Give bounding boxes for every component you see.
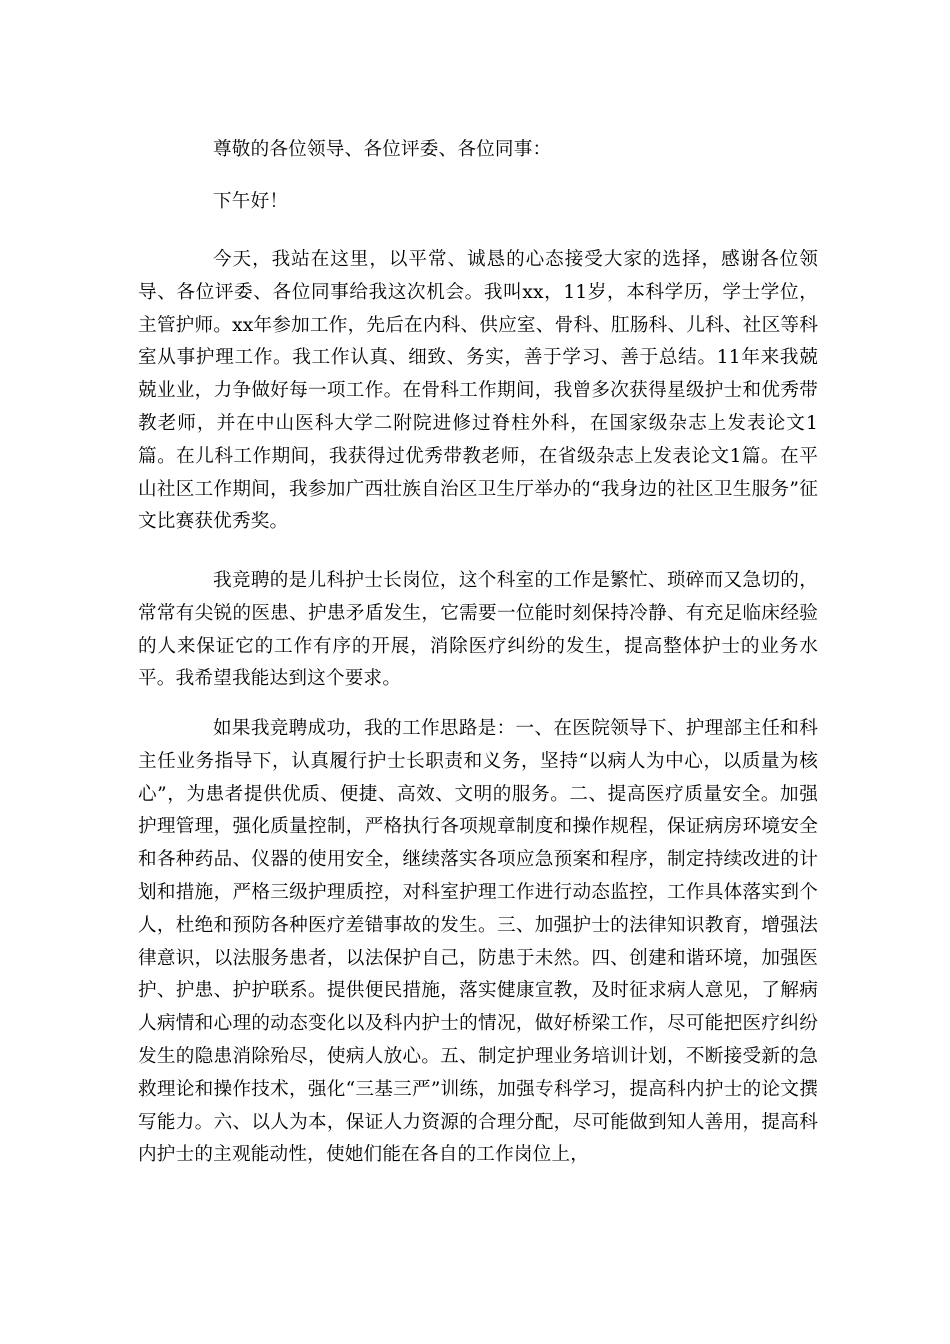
work-plan-paragraph: 如果我竞聘成功，我的工作思路是：一、在医院领导下、护理部主任和科主任业务指导下，认真履行护士长职责和义务，坚持“以病人为中心，以质量为核心”，为患者提供优质、便捷、高效、文明的服务。二、提高医疗质量安全。加强护理管理，强化质量控制，严格执行各项规章制度和操作规程，保证病房环境安全和各种药品、仪器的使用安全，继续落实各项应急预案和程序，制定持续改进的计划和措施，严格三级护理质控，对科室护理工作进行动态监控，工作具体落实到个人，杜绝和预防各种医疗差错事故的发生。三、加强护士的法律知识教育，增强法律意识，以法服务患者，以法保护自己，防患于未然。四、创建和谐环境，加强医护、护患、护护联系。提供便民措施，落实健康宣教，及时征求病人意见，了解病人病情和心理的动态变化以及科内护士的情况，做好桥梁工作，尽可能把医疗纠纷发生的隐患消除殆尽，使病人放心。五、制定护理业务培训计划，不断接受新的急救理论和操作技术，强化“三基三严”训练，加强专科学习，提高科内护士的论文撰写能力。六、以人为本，保证人力资源的合理分配，尽可能做到知人善用，提高科内护士的主观能动性，使她们能在各自的工作岗位上，	[138, 718, 818, 1166]
greeting: 下午好！	[213, 191, 289, 212]
self-introduction-paragraph: 今天，我站在这里，以平常、诚恳的心态接受大家的选择，感谢各位领导、各位评委、各位同事给我这次机会。我叫xx，11岁，本科学历，学士学位，主管护师。xx年参加工作，先后在内科、供应室、骨科、肛肠科、儿科、社区等科室从事护理工作。我工作认真、细致、务实，善于学习、善于总结。11年来我兢兢业业，力争做好每一项工作。在骨科工作期间，我曾多次获得星级护士和优秀带教老师，并在中山医科大学二附院进修过脊柱外科，在国家级杂志上发表论文1篇。在儿科工作期间，我获得过优秀带教老师，在省级杂志上发表论文1篇。在平山社区工作期间，我参加广西壮族自治区卫生厅举办的“我身边的社区卫生服务”征文比赛获优秀奖。	[138, 249, 818, 533]
salutation: 尊敬的各位领导、各位评委、各位同事：	[213, 139, 552, 160]
position-paragraph: 我竞聘的是儿科护士长岗位，这个科室的工作是繁忙、琐碎而又急切的，常常有尖锐的医患、护患矛盾发生，它需要一位能时刻保持冷静、有充足临床经验的人来保证它的工作有序的开展，消除医疗纠纷的发生，提高整体护士的业务水平。我希望我能达到这个要求。	[138, 570, 818, 690]
